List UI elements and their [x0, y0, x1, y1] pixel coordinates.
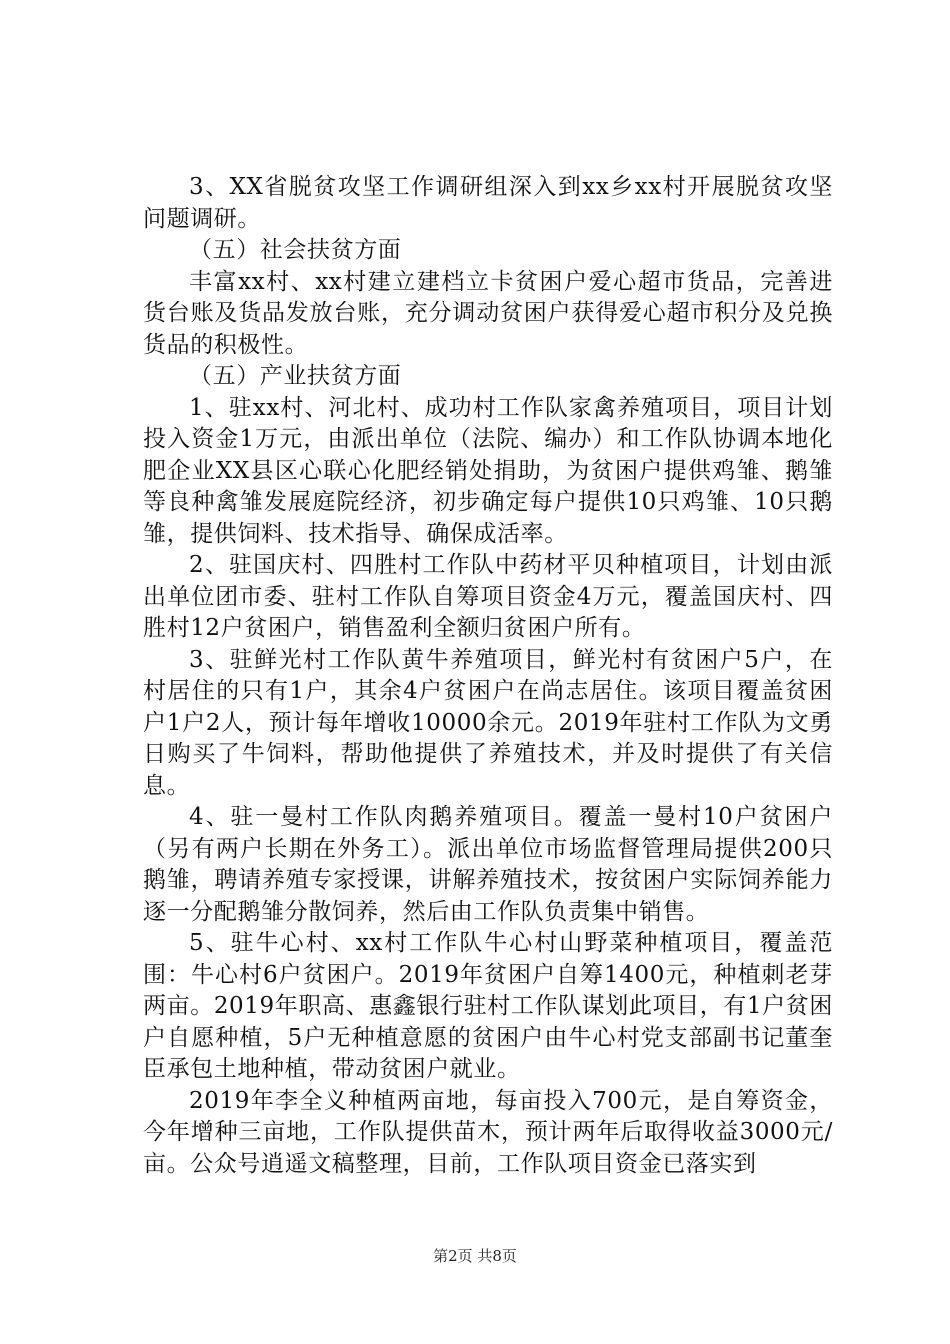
document-body: [143, 172, 833, 1180]
paragraph-industry-item-4: 4、驻一曼村工作队肉鹅养殖项目。覆盖一曼村10户贫困户（另有两户长期在外务工）。派出单位市场监督管理局提供200只鹅雏，聘请养殖专家授课，讲解养殖技术，按贫困户实际饲养能力逐一分配鹅雏分散饲养，然后由工作队负责集中销售。: [143, 804, 833, 925]
heading-industry-poverty-relief: （五）产业扶贫方面: [189, 363, 402, 389]
paragraph-charity-supermarket: 丰富xx村、xx村建立建档立卡贫困户爱心超市货品，完善进货台账及货品发放台账，充分调动贫困户获得爱心超市积分及兑换货品的积极性。: [143, 268, 833, 358]
page-number-footer: 第2页 共8页: [433, 1247, 517, 1265]
paragraph-industry-item-2: 2、驻国庆村、四胜村工作队中药材平贝种植项目，计划由派出单位团市委、驻村工作队自筹项目资金4万元，覆盖国庆村、四胜村12户贫困户，销售盈利全额归贫困户所有。: [143, 552, 833, 641]
heading-social-poverty-relief: （五）社会扶贫方面: [189, 237, 402, 263]
paragraph-continuation: 2019年李全义种植两亩地，每亩投入700元，是自筹资金，今年增种三亩地，工作队提供苗木，预计两年后取得收益3000元/亩。公众号逍遥文稿整理，目前，工作队项目资金已落实到: [143, 1087, 833, 1177]
paragraph-industry-item-1: 1、驻xx村、河北村、成功村工作队家禽养殖项目，项目计划投入资金1万元，由派出单位（法院、编办）和工作队协调本地化肥企业XX县区心联心化肥经销处捐助，为贫困户提供鸡雏、鹅雏等良种禽雏发展庭院经济，初步确定每户提供10只鸡雏、10只鹅雏，提供饲料、技术指导、确保成活率。: [143, 394, 833, 547]
paragraph-research-item-3: 3、XX省脱贫攻坚工作调研组深入到xx乡xx村开展脱贫攻坚问题调研。: [143, 174, 833, 232]
paragraph-industry-item-3: 3、驻鲜光村工作队黄牛养殖项目，鲜光村有贫困户5户，在村居住的只有1户，其余4户贫困户在尚志居住。该项目覆盖贫困户1户2人，预计每年增收10000余元。2019年驻村工作队为文勇日购买了牛饲料，帮助他提供了养殖技术，并及时提供了有关信息。: [143, 646, 833, 799]
paragraph-industry-item-5: 5、驻牛心村、xx村工作队牛心村山野菜种植项目，覆盖范围：牛心村6户贫困户。2019年贫困户自筹1400元，种植刺老芽两亩。2019年职高、惠鑫银行驻村工作队谋划此项目，有1户贫困户自愿种植，5户无种植意愿的贫困户由牛心村党支部副书记董奎臣承包土地种植，带动贫困户就业。: [143, 930, 833, 1082]
